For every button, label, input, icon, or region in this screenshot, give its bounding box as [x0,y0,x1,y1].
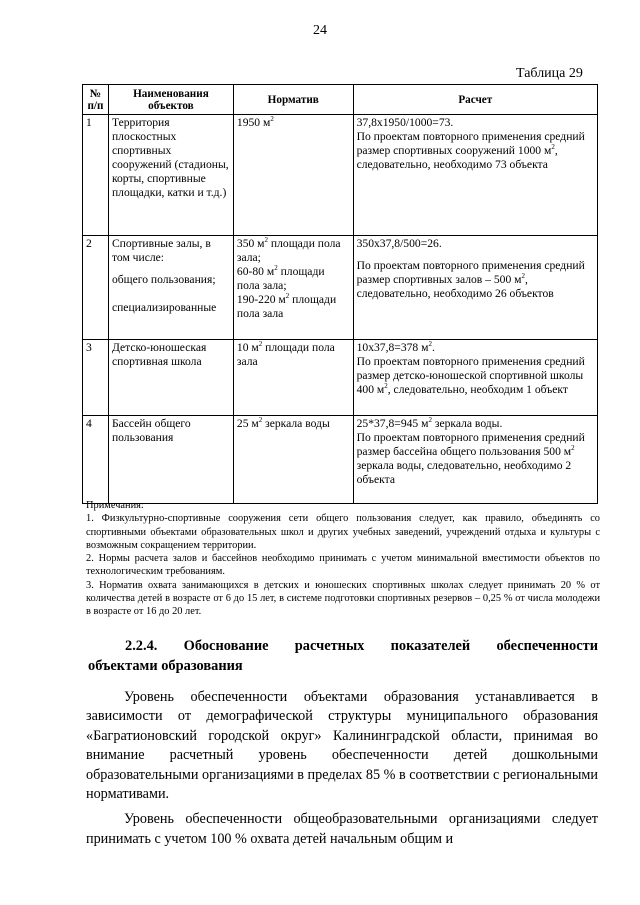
row-calc: 37,8x1950/1000=73. По проектам повторного применения средний размер спортивных сооружений 1000 $м^2$, следовательно, необходимо 73 объекта [353,115,597,236]
row-calc: 25*37,8=945 $м^2$ зеркала воды. По проектам повторного применения средний размер бассейна общего пользования 500 $м^2$ зеркала воды, следовательно, необходимо 2 объекта [353,416,597,504]
row-norm: 1950 $м^2$ [233,115,353,236]
header-num: № п/п [83,85,109,115]
section-number: 2.2.4. [125,638,158,654]
table-notes [86,499,600,619]
header-calc: Расчет [353,85,597,115]
row-norm: 25 $м^2$ зеркала воды [233,416,353,504]
section-title-word: показателей [390,638,471,654]
section-title-word: Обоснование [183,638,269,654]
body-text [86,688,598,855]
section-title-word: расчетных [294,638,365,654]
row-name: Детско-юношеская спортивная школа [108,340,233,416]
row-calc: 350x37,8/500=26. По проектам повторного применения средний размер спортивных залов – 500 $м^2$, следовательно, необходимо 26 объектов [353,236,597,340]
header-norm: Норматив [233,85,353,115]
section-title-line2: объектами образования [88,658,243,674]
note-item: 1. Физкультурно-спортивные сооружения сети общего пользования следует, как правило, объединять со спортивными объектами образовательных школ и других учебных заведений, учреждений отдыха и культуры с возможным сокращением территории. [86,513,600,551]
table-caption: Таблица 29 [516,66,583,81]
section-title-word: обеспеченности [496,638,598,654]
table-row [83,115,598,236]
standards-table [82,84,598,504]
row-name: Спортивные залы, в том числе: общего пользования; специализированные [108,236,233,340]
table-row [83,416,598,504]
row-num: 3 [83,340,109,416]
paragraph: Уровень обеспеченности объектами образования устанавливается в зависимости от демографической структуры муниципального образования «Багратионовский городской округ» Калининградской области, принимая во внимание расчетный уровень обеспеченности детей дошкольными образовательными организациями в пределах 85 % в соответствии с региональными нормативами. [86,689,598,803]
note-item: 3. Норматив охвата занимающихся в детских и юношеских спортивных школах следует принимать 20 % от количества детей в возрасте от 6 до 15 лет, в системе подготовки спортивных резервов – 0,25 % от числа молодежи в возрасте от 16 до 20 лет. [86,579,600,618]
notes-title: Примечания: [86,500,144,511]
page-number: 24 [313,23,327,38]
row-norm: 10 $м^2$ площади пола зала [233,340,353,416]
row-name: Бассейн общего пользования [108,416,233,504]
row-num: 1 [83,115,109,236]
note-item: 2. Нормы расчета залов и бассейнов необходимо принимать с учетом минимальной вместимости объектов по технологическим требованиям. [86,553,600,578]
header-name: Наименования объектов [108,85,233,115]
row-num: 4 [83,416,109,504]
table-header-row [83,85,598,115]
section-heading [88,636,598,676]
row-calc: 10x37,8=378 $м^2$. По проектам повторного применения средний размер детско-юношеской спортивной школы 400 $м^2$, следовательно, необходим 1 объект [353,340,597,416]
row-num: 2 [83,236,109,340]
row-norm: 350 $м^2$ площади пола зала; 60-80 $м^2$ площади пола зала; 190-220 $м^2$ площади пола зала [233,236,353,340]
paragraph: Уровень обеспеченности общеобразовательными организациями следует принимать с учетом 100 % охвата детей начальным общим и [86,811,598,847]
table-row [83,236,598,340]
table-row [83,340,598,416]
row-name: Территория плоскостных спортивных сооружений (стадионы, корты, спортивные площадки, катки и т.д.) [108,115,233,236]
